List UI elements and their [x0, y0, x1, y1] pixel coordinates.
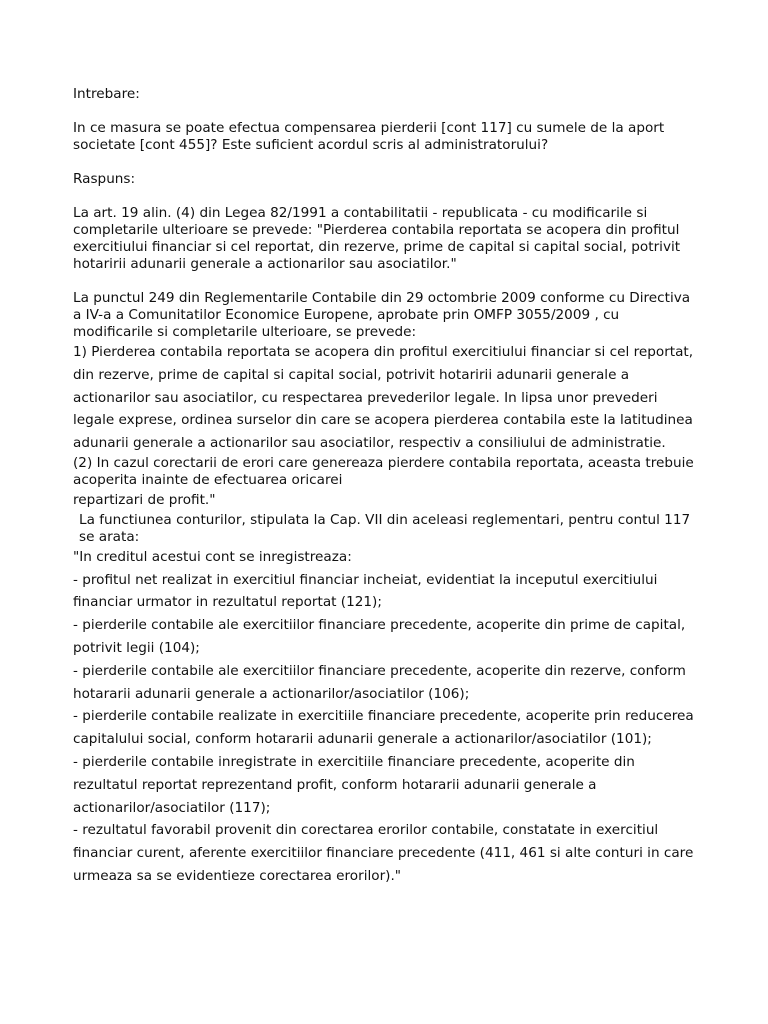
- regulation-point-2-continued: repartizari de profit.": [73, 491, 216, 508]
- question-text: In ce masura se poate efectua compensarea pierderii [cont 117] cu sumele de la aport societate [cont 455]? Este suficient acordul scris al administratorului?: [73, 120, 665, 153]
- list-item: - rezultatul favorabil provenit din corectarea erorilor contabile, constatate in exercitiul financiar curent, aferente exercitiilor financiare precedente (411, 461 si alte conturi in care urmeaza sa se evidentieze corectarea erorilor).": [73, 822, 694, 884]
- regulation-point-1: 1) Pierderea contabila reportata se acopera din profitul exercitiului financiar si cel reportat, din rezerve, prime de capital si capital social, potrivit hotaririi adunarii generale a actionarilor sau asociatilor, cu respectarea prevederilor legale. In lipsa unor prevederi legale exprese, ordinea surselor din care se acopera pierderea contabila este la latitudinea adunarii generale a actionarilor sau asociatilor, respectiv a consiliului de administratie.: [73, 344, 694, 452]
- credit-intro: "In creditul acestui cont se inregistreaza:: [73, 548, 352, 565]
- regulation-point-2: (2) In cazul corectarii de erori care genereaza pierdere contabila reportata, aceasta trebuie acoperita inainte de efectuarea oricarei: [73, 454, 694, 488]
- list-item: - pierderile contabile ale exercitiilor financiare precedente, acoperite din rezerve, conform hotararii adunarii generale a actionarilor/asociatilor (106);: [73, 662, 686, 702]
- answer-paragraph-law: La art. 19 alin. (4) din Legea 82/1991 a contabilitatii - republicata - cu modificarile si completarile ulterioare se prevede: "Pierderea contabila reportata se acopera din profitul exercitiului financiar si cel reportat, din rezerve, prime de capital si capital social, potrivit hotaririi adunarii generale a actionarilor sau asociatilor.": [73, 205, 681, 272]
- list-item: - pierderile contabile ale exercitiilor financiare precedente, acoperite din prime de capital, potrivit legii (104);: [73, 617, 686, 656]
- list-item: - pierderile contabile realizate in exercitiile financiare precedente, acoperite prin reducerea capitalului social, conform hotararii adunarii generale a actionarilor/asociatilor (101);: [73, 708, 694, 748]
- answer-label: Raspuns:: [73, 171, 136, 187]
- question-label: Intrebare:: [73, 86, 140, 102]
- list-item: - profitul net realizat in exercitiul financiar incheiat, evidentiat la inceputul exercitiului financiar urmator in rezultatul reportat (121);: [73, 571, 658, 611]
- answer-paragraph-regulation: La punctul 249 din Reglementarile Contabile din 29 octombrie 2009 conforme cu Directiva a IV-a a Comunitatilor Economice Europene, aprobate prin OMFP 3055/2009 , cu modificarile si completarile ulterioare, se prevede:: [73, 290, 691, 340]
- document-body: [73, 86, 697, 888]
- list-item: - pierderile contabile inregistrate in exercitiile financiare precedente, acoperite din rezultatul reportat reprezentand profit, conform hotararii adunarii generale a actionarilor/asociatilor (117);: [73, 753, 635, 816]
- account-function-paragraph: La functiunea conturilor, stipulata la Cap. VII din aceleasi reglementari, pentru contul 117 se arata:: [79, 511, 691, 545]
